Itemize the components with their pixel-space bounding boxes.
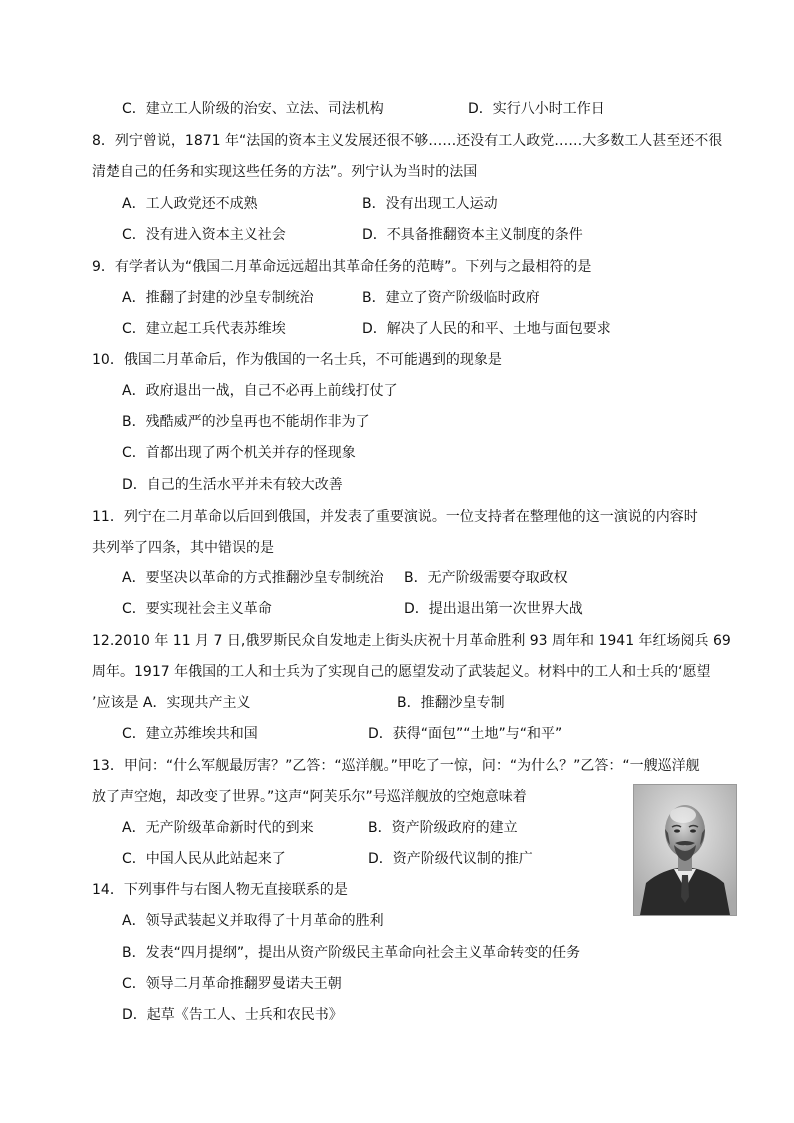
q11-option-c: C．要实现社会主义革命 [122, 601, 272, 617]
q11-option-b: B．无产阶级需要夺取政权 [404, 570, 568, 586]
q10-stem: 10．俄国二月革命后，作为俄国的一名士兵，不可能遇到的现象是 [92, 352, 502, 368]
q8-option-c: C．没有进入资本主义社会 [122, 227, 286, 243]
q8-option-b: B．没有出现工人运动 [362, 196, 498, 212]
q14-option-a: A．领导武装起义并取得了十月革命的胜利 [122, 913, 384, 929]
q8-option-a: A．工人政党还不成熟 [122, 196, 258, 212]
portrait-illustration [634, 785, 736, 915]
q8-stem-line-1: 8．列宁曾说，1871 年“法国的资本主义发展还很不够……还没有工人政党……大多数工人甚至还不很 [92, 133, 723, 149]
q12-option-c: C．建立苏维埃共和国 [122, 726, 258, 742]
q13-stem-line-2: 放了声空炮，却改变了世界。”这声“阿芙乐尔”号巡洋舰放的空炮意味着 [92, 789, 527, 805]
q14-option-c: C．领导二月革命推翻罗曼诺夫王朝 [122, 976, 342, 992]
q12-stem-line-1: 12.2010 年 11 月 7 日,俄罗斯民众自发地走上街头庆祝十月革命胜利 93 周年和 1941 年红场阅兵 69 [92, 633, 731, 649]
q8-stem-line-2: 清楚自己的任务和实现这些任务的方法”。列宁认为当时的法国 [92, 164, 478, 180]
q10-option-b: B．残酷威严的沙皇再也不能胡作非为了 [122, 414, 370, 430]
q11-option-d: D．提出退出第一次世界大战 [404, 601, 583, 617]
q13-option-a: A．无产阶级革命新时代的到来 [122, 820, 314, 836]
q13-option-c: C．中国人民从此站起来了 [122, 851, 286, 867]
q9-option-b: B．建立了资产阶级临时政府 [362, 290, 540, 306]
q12-stem-line-2: 周年。1917 年俄国的工人和士兵为了实现自己的愿望发动了武装起义。材料中的工人和士兵的‘愿望 [92, 664, 711, 680]
q10-option-d: D．自己的生活水平并未有较大改善 [122, 477, 343, 493]
q7-option-c: C．建立工人阶级的治安、立法、司法机构 [122, 101, 384, 117]
q12-option-d: D．获得“面包”“土地”与“和平” [368, 726, 563, 742]
q12-stem-line-3: ’应该是 A．实现共产主义 [92, 695, 251, 711]
q8-option-d: D．不具备推翻资本主义制度的条件 [362, 227, 583, 243]
q9-option-c: C．建立起工兵代表苏维埃 [122, 321, 286, 337]
q13-option-b: B．资产阶级政府的建立 [368, 820, 518, 836]
q11-option-a: A．要坚决以革命的方式推翻沙皇专制统治 [122, 570, 384, 586]
q13-option-d: D．资产阶级代议制的推广 [368, 851, 533, 867]
q9-stem: 9．有学者认为“俄国二月革命远远超出其革命任务的范畴”。下列与之最相符的是 [92, 259, 592, 275]
q14-option-d: D．起草《告工人、士兵和农民书》 [122, 1007, 343, 1023]
q14-stem: 14．下列事件与右图人物无直接联系的是 [92, 882, 348, 898]
q14-option-b: B．发表“四月提纲”，提出从资产阶级民主革命向社会主义革命转变的任务 [122, 945, 581, 961]
q11-stem-line-2: 共列举了四条，其中错误的是 [92, 540, 274, 556]
q7-option-d: D．实行八小时工作日 [468, 101, 605, 117]
q12-option-b: B．推翻沙皇专制 [397, 695, 505, 711]
portrait-photo [633, 784, 737, 916]
q9-option-d: D．解决了人民的和平、土地与面包要求 [362, 321, 611, 337]
q10-option-a: A．政府退出一战，自己不必再上前线打仗了 [122, 383, 398, 399]
q11-stem-line-1: 11．列宁在二月革命以后回到俄国，并发表了重要演说。一位支持者在整理他的这一演说的内容时 [92, 509, 698, 525]
q10-option-c: C．首都出现了两个机关并存的怪现象 [122, 445, 356, 461]
q9-option-a: A．推翻了封建的沙皇专制统治 [122, 290, 314, 306]
q13-stem-line-1: 13．甲问：“什么军舰最厉害？”乙答：“巡洋舰。”甲吃了一惊，问：“为什么？”乙答：“一艘巡洋舰 [92, 758, 700, 774]
